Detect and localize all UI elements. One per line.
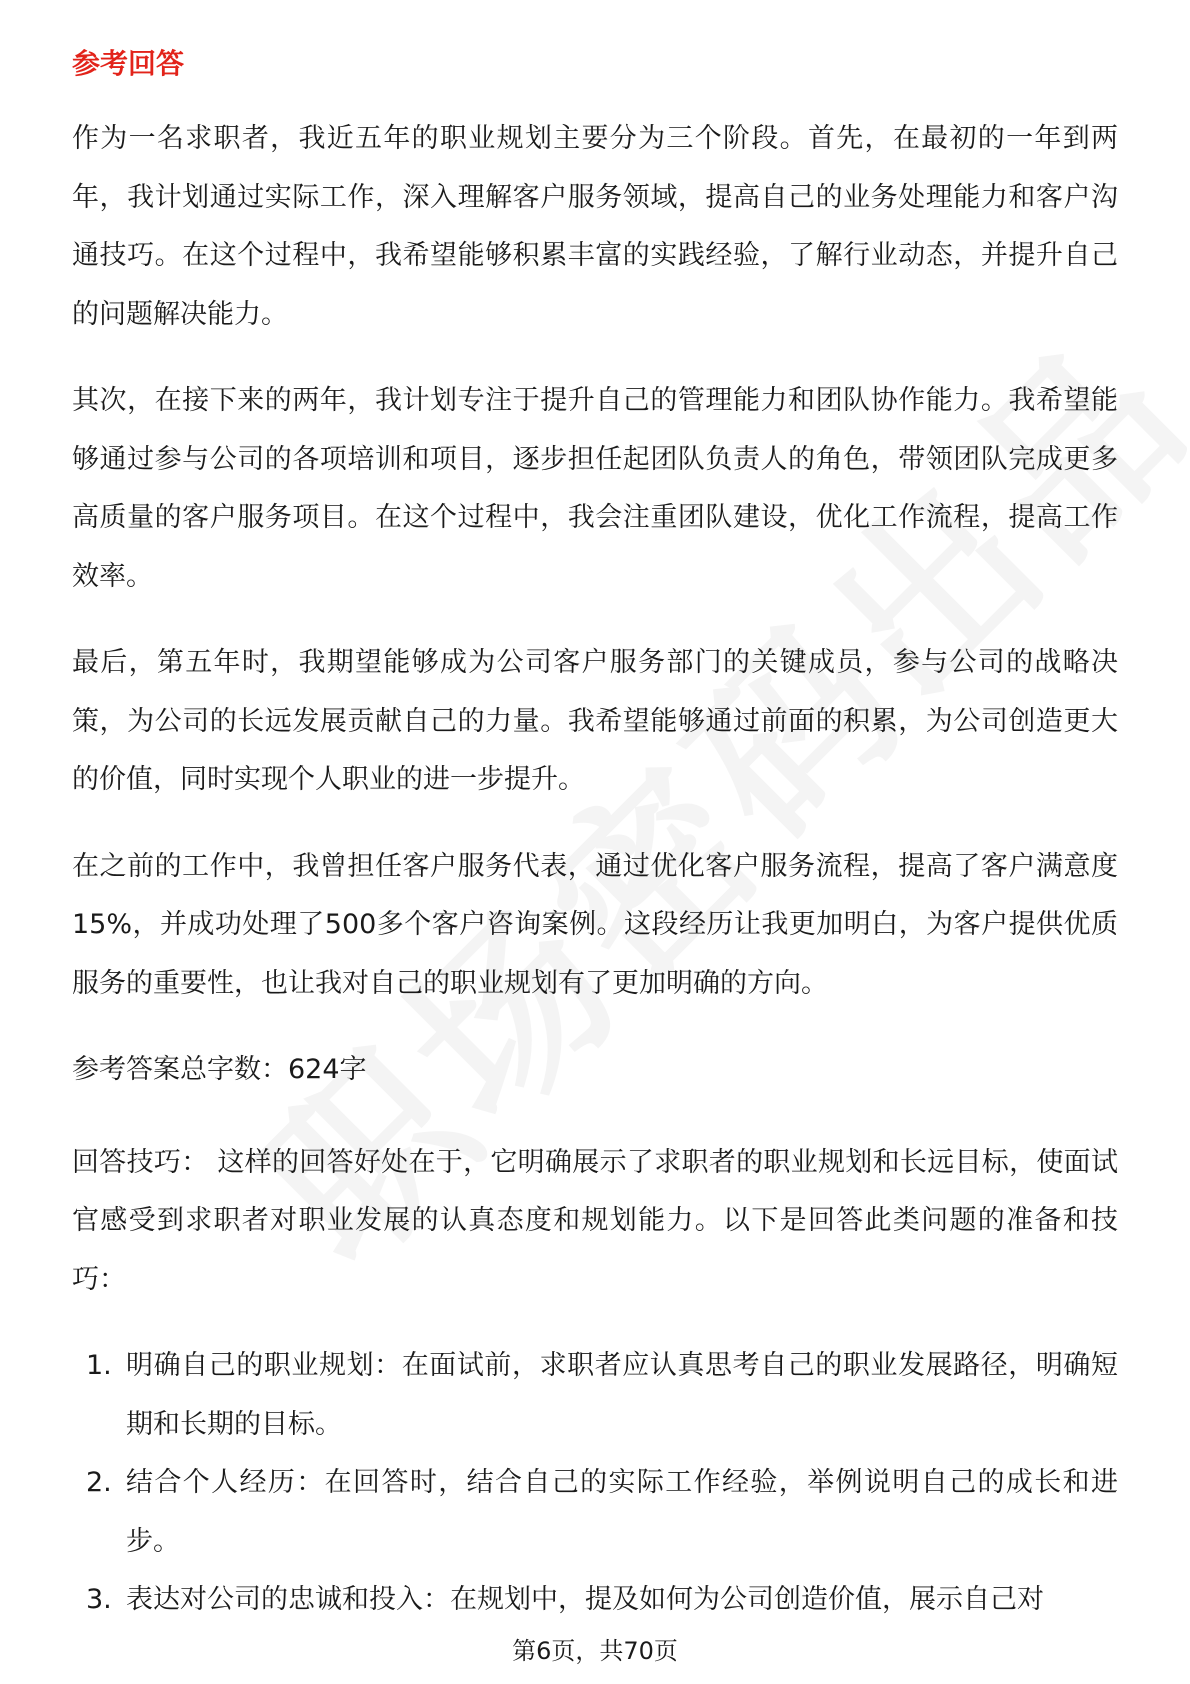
answer-paragraph-2: 其次，在接下来的两年，我计划专注于提升自己的管理能力和团队协作能力。我希望能够通过参与公司的各项培训和项目，逐步担任起团队负责人的角色，带领团队完成更多高质量的客户服务项目。在这个过程中，我会注重团队建设，优化工作流程，提高工作效率。 (72, 385, 1118, 592)
tips-item-1 (72, 1337, 1118, 1454)
tips-item-number: 3. (86, 1584, 112, 1615)
tips-intro: 回答技巧： 这样的回答好处在于，它明确展示了求职者的职业规划和长远目标，使面试官感受到求职者对职业发展的认真态度和规划能力。以下是回答此类问题的准备和技巧： (72, 1146, 1118, 1295)
answer-paragraph-4: 在之前的工作中，我曾担任客户服务代表，通过优化客户服务流程，提高了客户满意度15%，并成功处理了500多个客户咨询案例。这段经历让我更加明白，为客户提供优质服务的重要性，也让我对自己的职业规划有了更加明确的方向。 (72, 850, 1118, 999)
tips-item-3 (72, 1571, 1118, 1630)
tips-item-number: 1. (86, 1350, 112, 1381)
page-footer: 第6页，共70页 (512, 1637, 678, 1665)
tips-item-text: 表达对公司的忠诚和投入：在规划中，提及如何为公司创造价值，展示自己对 (126, 1584, 1044, 1615)
tips-item-text: 结合个人经历：在回答时，结合自己的实际工作经验，举例说明自己的成长和进步。 (126, 1467, 1118, 1557)
answer-paragraph-3: 最后，第五年时，我期望能够成为公司客户服务部门的关键成员，参与公司的战略决策，为公司的长远发展贡献自己的力量。我希望能够通过前面的积累，为公司创造更大的价值，同时实现个人职业的进一步提升。 (72, 647, 1118, 795)
answer-paragraph-1: 作为一名求职者，我近五年的职业规划主要分为三个阶段。首先，在最初的一年到两年，我计划通过实际工作，深入理解客户服务领域，提高自己的业务处理能力和客户沟通技巧。在这个过程中，我希望能够积累丰富的实践经验，了解行业动态，并提升自己的问题解决能力。 (72, 123, 1118, 330)
word-count: 参考答案总字数：624字 (72, 1054, 367, 1085)
page-content (72, 44, 1118, 1630)
tips-item-text: 明确自己的职业规划：在面试前，求职者应认真思考自己的职业发展路径，明确短期和长期的目标。 (126, 1350, 1118, 1440)
tips-item-2 (72, 1454, 1118, 1571)
tips-item-number: 2. (86, 1467, 112, 1498)
tips-list (72, 1337, 1118, 1630)
section-title: 参考回答 (72, 47, 185, 80)
